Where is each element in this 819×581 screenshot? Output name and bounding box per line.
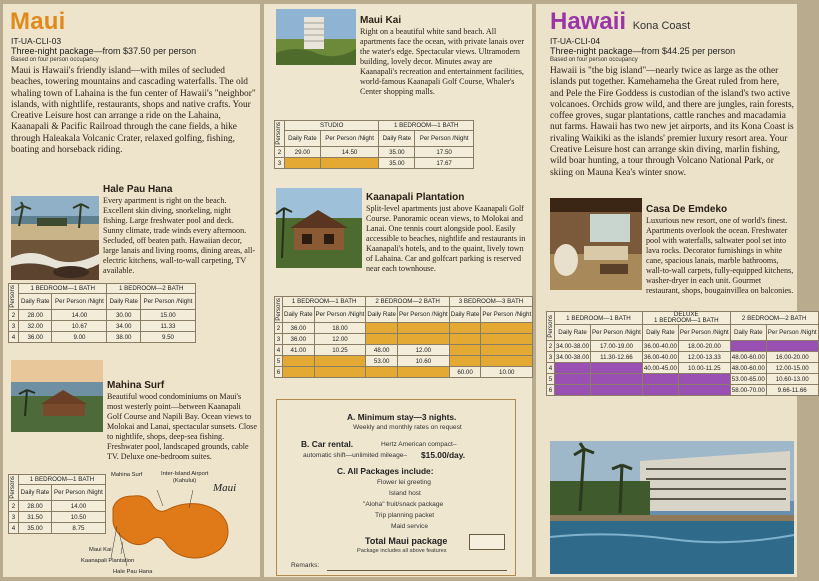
table-subheader: Per Person /Night [591,325,643,341]
table-subheader: Daily Rate [285,131,321,147]
table-subheader: Daily Rate [366,307,398,323]
table-header: 1 BEDROOM—1 BATH [19,284,107,294]
map-label-airport: Inter-Island Airport [161,471,209,477]
min-stay-title: A. Minimum stay—3 nights. [347,412,457,422]
middle-panel [264,4,532,577]
hawaii-subtitle: Kona Coast [632,20,691,32]
hawaii-title [550,8,690,36]
table-subheader: Per Person /Night [52,294,107,310]
table-subheader: Per Person /Night [766,325,818,341]
table-row: 3 34.00-38.00 11.30-12.66 36.00-40.00 12.00-13.33 48.00-60.00 16.00-20.00 [547,352,819,363]
car-rental-title: B. Car rental. [301,439,354,449]
table-subheader: Per Person /Night [320,131,379,147]
mahina-rate-table [8,474,106,534]
include-item: "Aloha" fruit/snack package [363,501,444,508]
map-label-mauikai: Maui Kai [89,547,112,553]
table-row: 4 35.00 8.75 [9,523,106,534]
kaanapali-name: Kaanapali Plantation [366,192,465,203]
casa-rate-table [546,311,819,396]
hawaii-package: Three-night package—from $44.25 per person [550,46,736,56]
table-header: 1 BEDROOM—1 BATH [19,475,106,485]
map-label-kahului: (Kahului) [173,478,197,484]
maui-package: Three-night package—from $37.50 per person [11,46,197,56]
table-subheader: Per Person /Night [678,325,730,341]
table-header: 2 BEDROOM—2 BATH [366,297,449,307]
hawaii-code: IT-UA-CLI-04 [550,36,601,46]
table-row: 2 34.00-38.00 17.00-19.00 36.00-40.00 18.00-20.00 [547,341,819,352]
map-island-name: Maui [213,482,237,494]
casa-desc: Luxurious new resort, one of world's finest. Apartments overlook the ocean. Freshwater pool with waterfalls, saltwater pool set into lava rocks. Decorator furnishings in white cane, spacious lanais, marble bathrooms, wall-to-wall carpets, fully-equipped kitchens, washer-dryer in each unit. Gourmet restaurant, shops, bougainvillea on balconies. [646,216,794,295]
table-subheader: Daily Rate [19,485,52,501]
maui-title: Maui [10,8,66,35]
table-header: DELUXE 1 BEDROOM—1 BATH [642,312,730,325]
kaanapali-rate-table [274,296,533,378]
map-label-hale: Hale Pau Hana [113,569,153,575]
include-item: Maid service [391,523,429,530]
table-row: 4 36.00 9.00 38.00 9.50 [9,332,196,343]
table-subheader: Per Person /Night [51,485,105,501]
table-subheader: Daily Rate [107,294,140,310]
table-row: 2 36.00 18.00 [275,323,533,334]
table-row: 2 29.00 14.50 35.00 17.50 [275,147,474,158]
mahina-name: Mahina Surf [107,380,165,391]
maui-kai-rate-table [274,120,474,169]
resort-pool-photo [550,441,794,574]
table-subheader: Per Person /Night [481,307,533,323]
car-rental-text2: automatic shift—unlimited mileage– [303,452,408,459]
table-row: 4 40.00-45.00 10.00-11.25 48.00-60.00 12.00-15.00 [547,363,819,374]
table-subheader: Per Person /Night [314,307,366,323]
hawaii-intro: Hawaii is "the big island"—nearly twice as large as the other islands put together. Kamehameha the Great ruled from here, and Pele the Fire Goddess is custodian of the island's two active volcanoes. Orchids grow wild, and there are jungles, rain forests, coffee groves, sugar plantations, cattle ranches and macadamia nut farms. Hawaii has two new jet airports, and its Kona Coast is rivaling Waikiki as the islands' premier luxury resort area. Your Creative Leisure host can arrange skin diving, marlin fishing, wild boar hunting, a tour through Volcano National Park, or skiing on Mauna Kea's winter snow. [550,66,794,178]
table-row: 6 60.00 10.00 [275,367,533,378]
table-header: 1 BEDROOM—1 BATH [283,297,366,307]
hale-rate-table [8,283,196,343]
maui-kai-desc: Right on a beautiful white sand beach. All apartments face the ocean, with private lanais over the water's edge. Spectacular views. Ultramodern building, lovely decor. Minutes away are Kaanapali's recreation and entertainment facilities, world-famous Kaanapali Golf Course, Whaler's Center shopping malls. [360,27,525,96]
persons-label: Persons [547,314,554,338]
table-header: 2 BEDROOM—2 BATH [730,312,818,325]
total-note: Package includes all above features [357,548,447,554]
hale-photo-beach [11,196,99,240]
hale-desc: Every apartment is right on the beach. Excellent skin diving, snorkeling, night fishing. Large freshwater pool and deck. Sunny climate, trade winds every afternoon. Secluded, off beaten path. Hawaiian decor, large lanais and living rooms, dining areas, all-electric kitchens, wall-to-wall carpeting, TV available. [103,196,256,275]
table-subheader: Daily Rate [642,325,678,341]
include-item: Trip planning packet [375,512,435,519]
maui-kai-photo [276,9,356,65]
table-subheader: Per Person /Night [397,307,449,323]
casa-name: Casa De Emdeko [646,204,728,215]
hale-name: Hale Pau Hana [103,184,173,195]
table-subheader: Per Person /Night [140,294,195,310]
include-item: Flower lei greeting [377,479,431,486]
table-header: 1 BEDROOM—1 BATH [555,312,643,325]
hawaii-title-text: Hawaii [550,8,627,35]
table-header: 1 BEDROOM—2 BATH [107,284,196,294]
persons-label: Persons [275,298,282,321]
map-label-mahina: Mahina Surf [111,472,143,478]
min-stay-note: Weekly and monthly rates on request [353,424,462,431]
table-row: 2 28.00 14.00 30.00 15.00 [9,310,196,321]
table-header: 1 BEDROOM—1 BATH [379,121,474,131]
hawaii-occupancy: Based on four person occupancy [550,57,638,63]
table-row: 3 31.50 10.50 [9,512,106,523]
table-subheader: Per Person /Night [415,131,474,147]
table-subheader: Daily Rate [19,294,52,310]
table-row: 2 28.00 14.00 [9,501,106,512]
total-input-box[interactable] [469,534,505,550]
mahina-photo [11,360,103,432]
table-header: 3 BEDROOM—3 BATH [449,297,532,307]
include-item: Island host [389,490,421,497]
casa-photo [550,198,642,290]
remarks-label: Remarks: [291,562,320,569]
table-subheader: Daily Rate [555,325,591,341]
table-subheader: Daily Rate [283,307,315,323]
mahina-desc: Beautiful wood condominiums on Maui's most westerly point—between Kaanapali Golf Course and Napili Bay. Ocean views to Molokai and Lanai, spectacular sunsets. Close to nightlife, shops, deep-sea fishing. Freshwater pool, landscaped grounds, cable TV. Deluxe one-bedroom suites. [107,392,257,461]
table-row: 3 32.00 10.67 34.00 11.33 [9,321,196,332]
maui-kai-name: Maui Kai [360,15,402,26]
table-row: 5 53.00-65.00 10.60-13.00 [547,374,819,385]
maui-intro: Maui is Hawaii's friendly island—with miles of secluded beaches, towering mountains and cascading waterfalls. The old whaling town of Lahaina is the fun center of Hawaii's "neighbor" islands, with nightlife, restaurants, shops and native crafts. Your Creative Leisure host can arrange a ride on the Lahaina, Kaanapali & Pacific Railroad through the cane fields, a hike through Haleakala Volcanic Crater, relaxed golfing, fishing, boating and horseback riding. [11,66,256,156]
table-subheader: Daily Rate [379,131,415,147]
table-row: 6 58.00-70.00 9.66-11.66 [547,385,819,396]
car-rental-text: Hertz American compact– [381,441,457,448]
table-row: 3 35.00 17.67 [275,158,474,169]
maui-code: IT-UA-CLI-03 [11,36,62,46]
persons-label: Persons [9,285,16,308]
maui-occupancy: Based on four person occupancy [11,57,99,63]
remarks-line[interactable] [327,570,507,571]
table-subheader: Daily Rate [730,325,766,341]
table-row: 3 36.00 12.00 [275,334,533,345]
table-row: 5 53.00 10.60 [275,356,533,367]
package-info-box [276,399,516,576]
persons-label: Persons [275,122,282,145]
kaanapali-photo [276,188,362,268]
includes-title: C. All Packages include: [337,466,434,476]
car-rental-price: $15.00/day. [421,450,466,460]
maui-panel [3,4,260,577]
table-header: STUDIO [285,121,379,131]
table-subheader: Daily Rate [449,307,481,323]
kaanapali-desc: Split-level apartments just above Kaanapali Golf Course. Panoramic ocean views, to Molokai and Lanai. One tennis court alongside pool. Easily accessible to beaches, nightlife and restaurants in Kaanapali's hotels, and to the quaint, lively town of Lahaina. Car and golfcart parking is reserved near each townhouse. [366,204,526,273]
hawaii-panel [536,4,817,577]
table-row: 4 41.00 10.25 48.00 12.00 [275,345,533,356]
hale-photo-surf [11,240,99,280]
total-title: Total Maui package [365,536,448,546]
persons-label: Persons [9,476,16,499]
map-label-kaanapali: Kaanapali Plantation [81,558,135,564]
